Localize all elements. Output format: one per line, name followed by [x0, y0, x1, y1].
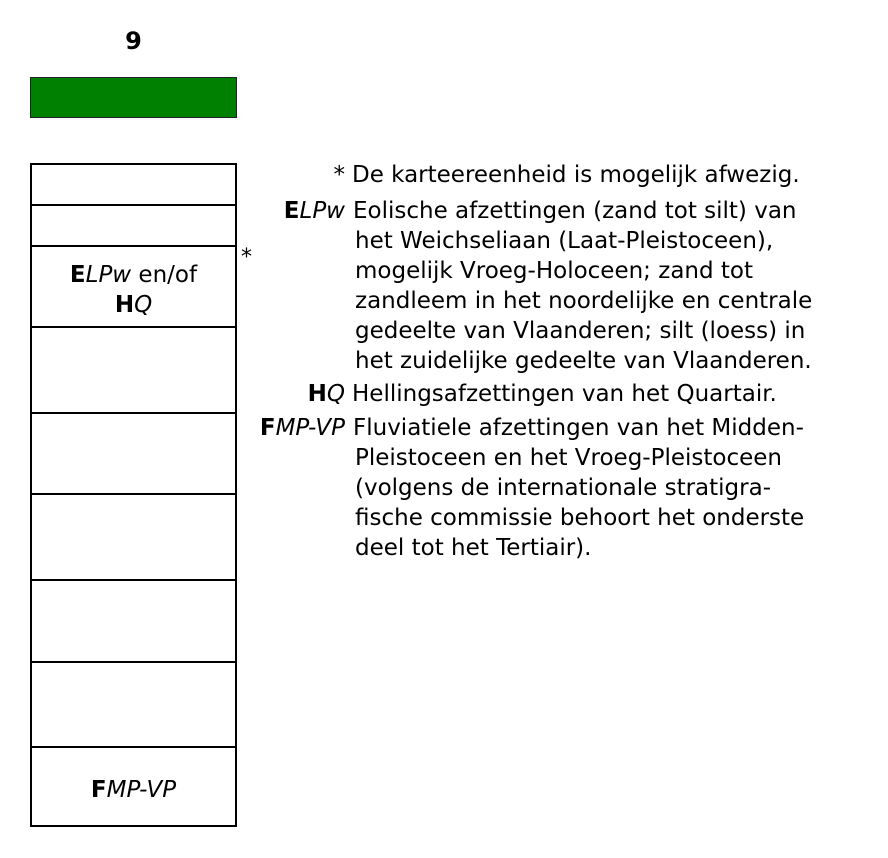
- layer-boundary: [32, 412, 235, 414]
- legend-code-fmp-vp: [260, 413, 345, 443]
- layer-code-italic: MP-VP: [106, 777, 177, 803]
- legend-line: Fluviatiele afzettingen van het Midden-: [353, 415, 804, 441]
- layer-connector: en/of: [131, 262, 198, 288]
- legend-line: Hellingsafzettingen van het Quartair.: [352, 381, 777, 407]
- layer-label-elpw: [32, 261, 235, 289]
- layer-code-italic: Q: [134, 292, 153, 318]
- layer-boundary: [32, 245, 235, 247]
- legend-code-bold: H: [307, 381, 327, 407]
- legend-text-hq: [352, 379, 872, 409]
- column-number: 9: [125, 27, 142, 55]
- legend-line: mogelijk Vroeg-Holoceen; zand tot: [355, 258, 754, 284]
- layer-boundary: [32, 746, 235, 748]
- layer-boundary: [32, 493, 235, 495]
- layer-code-bold: E: [69, 262, 86, 288]
- legend-line: fische commissie behoort het onderste: [355, 505, 805, 531]
- layer-label-fmp-vp: [32, 776, 235, 804]
- legend-line: Pleistoceen en het Vroeg-Pleistoceen: [355, 445, 783, 471]
- layer-boundary: [32, 661, 235, 663]
- legend-line: Eolische afzettingen (zand tot silt) van: [353, 198, 797, 224]
- color-swatch: [30, 77, 237, 118]
- asterisk-marker: *: [241, 245, 252, 270]
- legend-text-fmp-vp: [355, 413, 875, 563]
- layer-label-hq: [32, 291, 235, 319]
- layer-code-italic: LPw: [85, 262, 132, 288]
- legend-code-hq: [308, 379, 345, 409]
- layer-boundary: [32, 204, 235, 206]
- stratigraphic-column: [30, 163, 237, 827]
- legend-code-bold: E: [283, 198, 300, 224]
- legend-line: het Weichseliaan (Laat-Pleistoceen),: [355, 228, 774, 254]
- legend-line: (volgens de internationale stratigra-: [355, 475, 771, 501]
- legend-line: gedeelte van Vlaanderen; silt (loess) in: [355, 318, 806, 344]
- layer-boundary: [32, 579, 235, 581]
- legend-code-elpw: [284, 196, 345, 226]
- legend-line: deel tot het Tertiair).: [355, 535, 592, 561]
- legend-code-bold: F: [259, 415, 276, 441]
- legend-code-italic: LPw: [299, 198, 345, 224]
- layer-code-bold: H: [114, 292, 135, 318]
- legend-line: het zuidelijke gedeelte van Vlaanderen.: [355, 348, 812, 374]
- layer-code-bold: F: [90, 777, 107, 803]
- legend-code-italic: MP-VP: [275, 415, 345, 441]
- legend-text-elpw: [355, 196, 875, 376]
- legend-line: zandleem in het noordelijke en centrale: [355, 288, 813, 314]
- legend-text-asterisk: De karteereenheid is mogelijk afwezig.: [352, 162, 800, 188]
- layer-boundary: [32, 326, 235, 328]
- legend-code-italic: Q: [326, 381, 345, 407]
- legend-code-asterisk: *: [333, 162, 345, 188]
